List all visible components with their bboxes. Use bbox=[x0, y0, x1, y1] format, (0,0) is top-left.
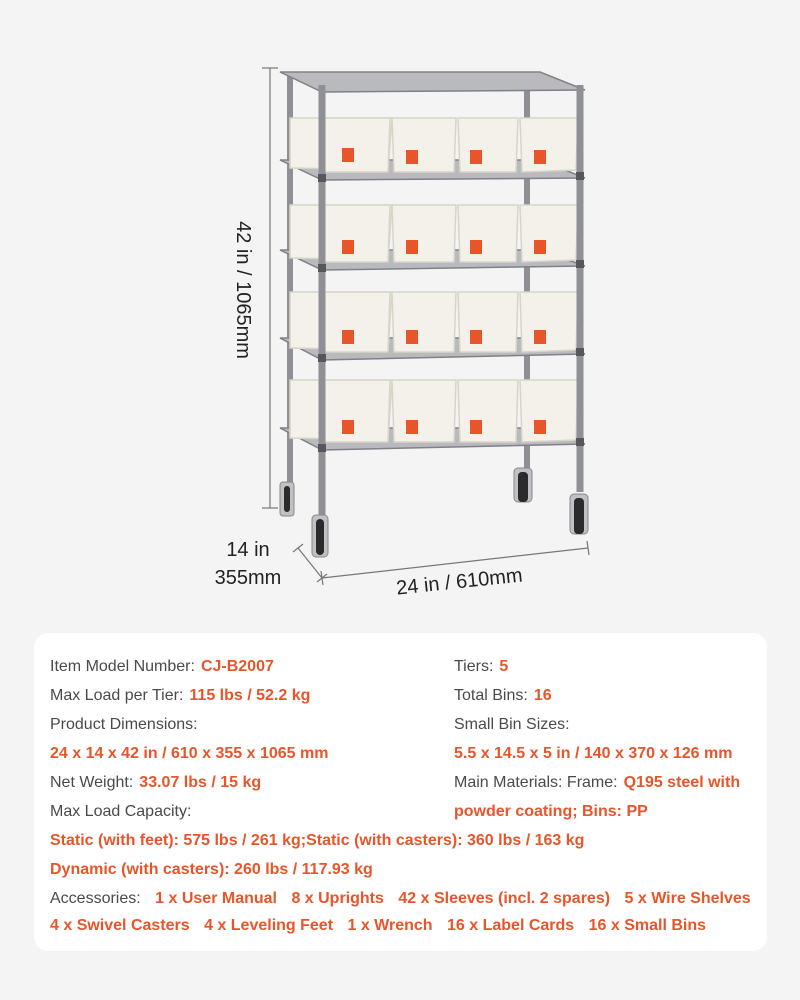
spec-model-number bbox=[50, 657, 274, 677]
spec-max-load-tier bbox=[50, 686, 310, 706]
spec-label: Max Load Capacity: bbox=[50, 803, 192, 820]
spec-label: Tiers: bbox=[454, 658, 494, 675]
spec-label: Accessories: bbox=[50, 890, 141, 907]
spec-small-bin-sizes-label bbox=[454, 715, 570, 735]
spec-value: CJ-B2007 bbox=[200, 658, 274, 675]
spec-value: 5 bbox=[499, 658, 509, 675]
spec-small-bin-sizes-value bbox=[454, 744, 732, 764]
spec-max-load-capacity-label bbox=[50, 802, 191, 822]
accessory-item: 1 x User Manual bbox=[155, 890, 277, 907]
spec-value: Dynamic (with casters): 260 lbs / 117.93 kg bbox=[50, 861, 373, 878]
accessory-item: 1 x Wrench bbox=[347, 917, 433, 934]
spec-value: powder coating; Bins: PP bbox=[454, 803, 648, 820]
accessory-item: 16 x Small Bins bbox=[588, 917, 707, 934]
accessory-item: 8 x Uprights bbox=[291, 890, 384, 907]
spec-net-weight bbox=[50, 773, 261, 793]
height-dimension-label: 42 in / 1065mm bbox=[232, 221, 254, 359]
spec-label: Small Bin Sizes: bbox=[454, 716, 570, 733]
spec-main-materials bbox=[454, 773, 740, 793]
spec-label: Net Weight: bbox=[50, 774, 134, 791]
accessory-item: 4 x Leveling Feet bbox=[204, 917, 334, 934]
spec-label: Item Model Number: bbox=[50, 658, 195, 675]
spec-value: 16 bbox=[533, 687, 552, 704]
spec-value: Q195 steel with bbox=[623, 774, 741, 791]
spec-product-dimensions-label bbox=[50, 715, 198, 735]
spec-value: Static (with feet): 575 lbs / 261 kg;Static (with casters): 360 lbs / 163 kg bbox=[50, 832, 585, 849]
accessory-item: 4 x Swivel Casters bbox=[50, 917, 190, 934]
spec-dynamic-load bbox=[50, 860, 373, 880]
spec-accessories-row-2 bbox=[50, 916, 706, 936]
spec-label: Product Dimensions: bbox=[50, 716, 198, 733]
spec-value: 5.5 x 14.5 x 5 in / 140 x 370 x 126 mm bbox=[454, 745, 733, 762]
spec-main-materials-continued bbox=[454, 802, 648, 822]
spec-tiers bbox=[454, 657, 508, 677]
storage-bins bbox=[290, 118, 578, 442]
spec-product-dimensions-value bbox=[50, 744, 328, 764]
spec-label: Main Materials: Frame: bbox=[454, 774, 618, 791]
accessory-item: 16 x Label Cards bbox=[447, 917, 575, 934]
specifications-card bbox=[34, 633, 767, 951]
spec-accessories-row-1 bbox=[50, 889, 751, 909]
depth-dimension-label-line2: 355mm bbox=[214, 567, 282, 589]
spec-value: 115 lbs / 52.2 kg bbox=[189, 687, 311, 704]
spec-label: Max Load per Tier: bbox=[50, 687, 184, 704]
accessory-item: 42 x Sleeves (incl. 2 spares) bbox=[398, 890, 611, 907]
depth-dimension-label-line1: 14 in bbox=[226, 539, 270, 561]
spec-static-load bbox=[50, 831, 584, 851]
width-dimension-label: 24 in / 610mm bbox=[395, 564, 524, 600]
casters bbox=[280, 468, 588, 557]
spec-value: 33.07 lbs / 15 kg bbox=[139, 774, 262, 791]
accessory-item: 5 x Wire Shelves bbox=[624, 890, 751, 907]
spec-value: 24 x 14 x 42 in / 610 x 355 x 1065 mm bbox=[50, 745, 329, 762]
spec-total-bins bbox=[454, 686, 552, 706]
spec-label: Total Bins: bbox=[454, 687, 528, 704]
